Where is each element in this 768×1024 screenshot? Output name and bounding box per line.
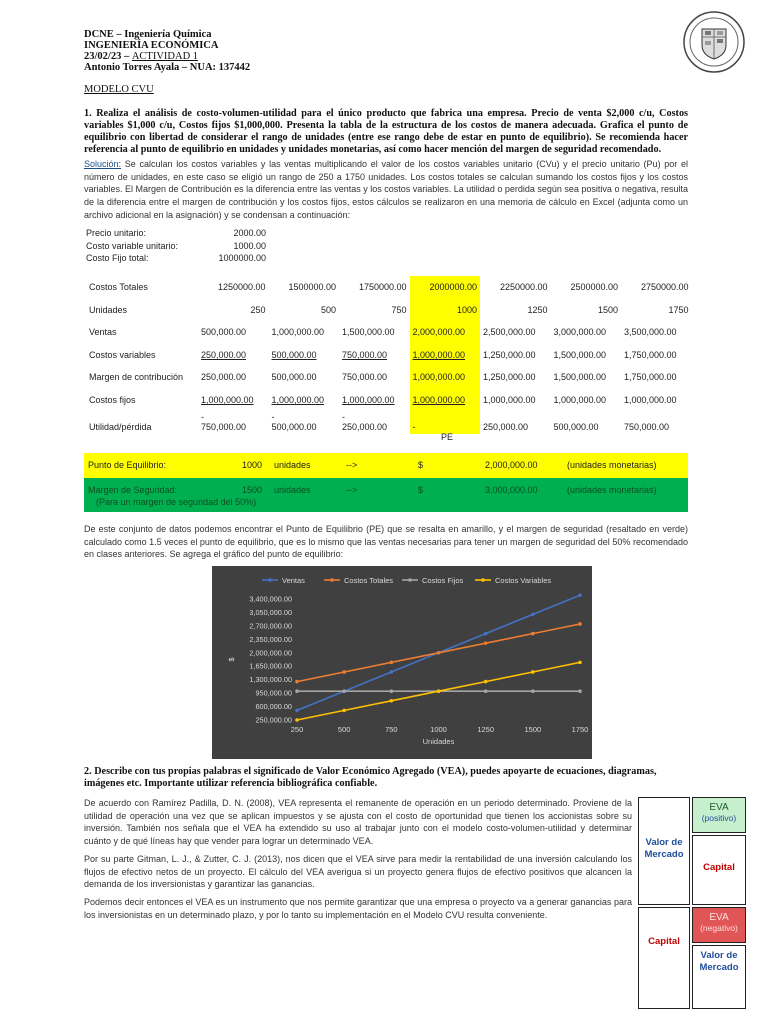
data-point <box>390 689 394 693</box>
legend-marker <box>481 578 485 582</box>
data-point <box>531 613 535 617</box>
data-point <box>295 689 299 693</box>
param-row: Precio unitario: 2000.00 <box>86 228 266 238</box>
table-row: Ventas 500,000.00 1,000,000.00 1,500,000.00 2,000,000.00 2,500,000.00 3,000,000.00 3,500,000.00 <box>86 321 692 344</box>
data-point <box>531 689 535 693</box>
y-tick-label: 1,300,000.00 <box>249 675 292 685</box>
data-point <box>295 709 299 713</box>
valor-mercado-box: Valor de Mercado <box>638 797 690 905</box>
data-point <box>531 632 535 636</box>
data-point <box>484 680 488 684</box>
activity-link[interactable]: ACTIVIDAD 1 <box>131 51 199 62</box>
data-point <box>390 699 394 703</box>
data-point <box>295 680 299 684</box>
y-tick-label: 2,000,000.00 <box>249 648 292 658</box>
vea-paragraph-1: De acuerdo con Ramírez Padilla, D. N. (2008), VEA representa el remanente de operación en un periodo determinado. Proviene de la utilidad de operación una vez que se aplican impuestos y se ajusta con el costo de oportunidad que tienen los accionistas sobre su inversión. También nos señala que el VEA ha extendido su uso al trabajar junto con el modelo costo-volumen-utilidad y determinar cuánto y de qué líneas hay que vender para lograr un determinado VEA. <box>84 798 632 846</box>
pe-label: PE <box>441 432 454 442</box>
question-2: 2. Describe con tus propias palabras el significado de Valor Económico Agregado (VEA), puedes apoyarte de ecuaciones, diagramas, imágenes etc. Importante utilizar referencia bibliográfica confiable. <box>84 766 657 789</box>
data-point <box>437 651 441 655</box>
legend-label: Costos Totales <box>344 576 394 585</box>
x-tick-label: 1000 <box>430 725 447 734</box>
data-point <box>484 632 488 636</box>
x-axis-label: Unidades <box>422 737 455 746</box>
equilibrium-row: Punto de Equilibrio: 1000 unidades --> $ 2,000,000.00 (unidades monetarias) <box>84 453 688 478</box>
data-point <box>342 689 346 693</box>
table-row: Costos Totales 1250000.00 1500000.00 1750000.00 2000000.00 2250000.00 2500000.00 2750000.00 <box>86 276 692 299</box>
legend-marker <box>268 578 272 582</box>
y-tick-label: 2,700,000.00 <box>249 621 292 631</box>
valor-mercado-bottom-box: Valor de Mercado <box>692 945 746 1009</box>
data-point <box>342 709 346 713</box>
table-row: Unidades 250 500 750 1000 1250 1500 1750 <box>86 299 692 322</box>
legend-label: Costos Fijos <box>422 576 464 585</box>
data-point <box>342 670 346 674</box>
negative-sign: - <box>342 411 345 422</box>
x-tick-label: 250 <box>290 725 304 734</box>
vea-paragraph-3: Podemos decir entonces el VEA es un instrumento que nos permite garantizar que una empresa o proyecto va a generar ganancias para los inversionistas en un determinado plazo, y por lo tanto su implementación en el Modelo CVU resulta conveniente. <box>84 897 632 920</box>
y-tick-label: 2,350,000.00 <box>249 634 292 644</box>
data-point <box>390 670 394 674</box>
data-point <box>484 641 488 645</box>
y-tick-label: 950,000.00 <box>255 688 292 698</box>
header-line1: DCNE – Ingeniería Química <box>84 29 212 40</box>
x-tick-label: 1500 <box>524 725 542 734</box>
solution-label: Solución: <box>84 159 122 169</box>
header-line4: Antonio Torres Ayala – NUA: 137442 <box>84 62 251 73</box>
vea-paragraph-2: Por su parte Gitman, L. J., & Zutter, C. J. (2013), nos dicen que el VEA sirve para medir la rentabilidad de una inversión calculando los flujos de efectivo netos de un proyecto. El cálculo del VEA averigua si un proyecto genera flujos de efectivo positivos que alcancen la demanda de los inversionistas y garantizar las ganancias. <box>84 854 632 890</box>
x-tick-label: 500 <box>337 725 351 734</box>
x-tick-label: 750 <box>385 725 398 734</box>
capital-bottom-box: Capital <box>638 907 690 1009</box>
legend-marker <box>330 578 334 582</box>
x-tick-label: 1750 <box>571 725 589 734</box>
eva-negative-box: EVA (negativo) <box>692 907 746 943</box>
y-tick-label: 3,400,000.00 <box>249 594 292 604</box>
equilibrium-paragraph: De este conjunto de datos podemos encontrar el Punto de Equilibrio (PE) que se resalta en amarillo, y el margen de seguridad (resaltado en verde) calculado como 1.5 veces el punto de equilibrio, que es lo mismo que las ventas necesarias para tener un margen de seguridad del 50% recomendado en clases anteriores. Se agrega el gráfico del punto de equilibrio: <box>84 524 688 559</box>
data-point <box>578 622 582 626</box>
data-point <box>390 661 394 665</box>
legend-marker <box>408 578 412 582</box>
x-tick-label: 1250 <box>477 725 495 734</box>
header-line2: INGENIERÍA ECONÓMICA <box>84 40 219 51</box>
param-row: Costo variable unitario: 1000.00 <box>86 240 266 251</box>
solution-paragraph <box>84 158 688 222</box>
data-point <box>484 689 488 693</box>
section-title: MODELO CVU <box>84 84 154 95</box>
table-row: Margen de contribución 250,000.00 500,000.00 750,000.00 1,000,000.00 1,250,000.00 1,500,000.00 1,750,000.00 <box>86 366 692 389</box>
data-point <box>437 689 441 693</box>
table-row: Utilidad/pérdida - 750,000.00 - 500,000.00 - 250,000.00 - 250,000.00 500,000.00 750,000.00 <box>89 411 670 432</box>
eva-positive-box: EVA (positivo) <box>692 797 746 833</box>
university-seal-icon <box>683 11 745 73</box>
legend-label: Costos Variables <box>495 576 552 585</box>
safety-margin-row: Margen de Seguridad: 1500 unidades --> $ 3,000,000.00 (unidades monetarias) (Para un margen de seguridad del 50%) <box>84 478 688 512</box>
document-header <box>84 29 250 73</box>
data-point <box>578 661 582 665</box>
question-1: 1. Realiza el análisis de costo-volumen-utilidad para el único producto que fabrica una empresa. Precio de venta $2,000 c/u, Costos variables $1,000 c/u, Costos fijos $1,000,000. Presenta la tabla de la estructura de los costos de manera adecuada. Grafica el punto de equilibrio con libertad de considerar el rango de unidades (entre ese rango debe de estar en punto de equilibrio). Se recomienda hacer referencia al punto de equilibrio en unidades y unidades monetarias, así como hacer mención del margen de seguridad recomendado. <box>84 108 688 155</box>
y-tick-label: 600,000.00 <box>255 702 292 712</box>
header-line3: 23/02/23 – ACTIVIDAD 1 <box>84 51 199 62</box>
y-tick-label: 1,650,000.00 <box>249 661 292 671</box>
y-tick-label: 3,050,000.00 <box>249 607 292 617</box>
solution-text: Se calculan los costos variables y las ventas multiplicando el valor de los costos variables unitario (CVu) y el precio unitario (Pu) por el número de unidades, en este caso se eligió un rango de 250 a 1750 unidades. Los costos totales se calculan sumando los costos fijos y los costos variables. El Margen de Contribución es la diferencia entre las ventas y los costos variables. La utilidad o perdida según sea positiva o negativa, resulta de la diferencia entre el margen de contribución y los costos fijos, estos cálculos se realizaron en una memoria de cálculo en Excel (adjunta como un archivo adicional en la asignación) y se condensan a continuación: <box>84 159 688 220</box>
break-even-chart-svg <box>212 566 592 759</box>
data-point <box>578 593 582 597</box>
y-axis-label: $ <box>227 657 236 662</box>
legend-label: Ventas <box>282 576 305 585</box>
data-point <box>578 689 582 693</box>
table-row: Costos fijos 1,000,000.00 1,000,000.00 1,000,000.00 1,000,000.00 1,000,000.00 1,000,000.00 1,000,000.00 <box>86 389 692 412</box>
y-tick-label: 250,000.00 <box>255 715 292 725</box>
parameters-block <box>86 228 266 266</box>
break-even-chart <box>212 566 592 759</box>
negative-sign: - <box>271 411 275 422</box>
cost-structure-table <box>86 276 692 434</box>
capital-box: Capital <box>692 835 746 905</box>
param-row: Costo Fijo total: 1000000.00 <box>86 253 266 263</box>
data-point <box>531 670 535 674</box>
data-point <box>295 718 299 722</box>
table-row: Costos variables 250,000.00 500,000.00 750,000.00 1,000,000.00 1,250,000.00 1,500,000.00 1,750,000.00 <box>86 344 692 367</box>
negative-sign: - <box>201 411 204 422</box>
